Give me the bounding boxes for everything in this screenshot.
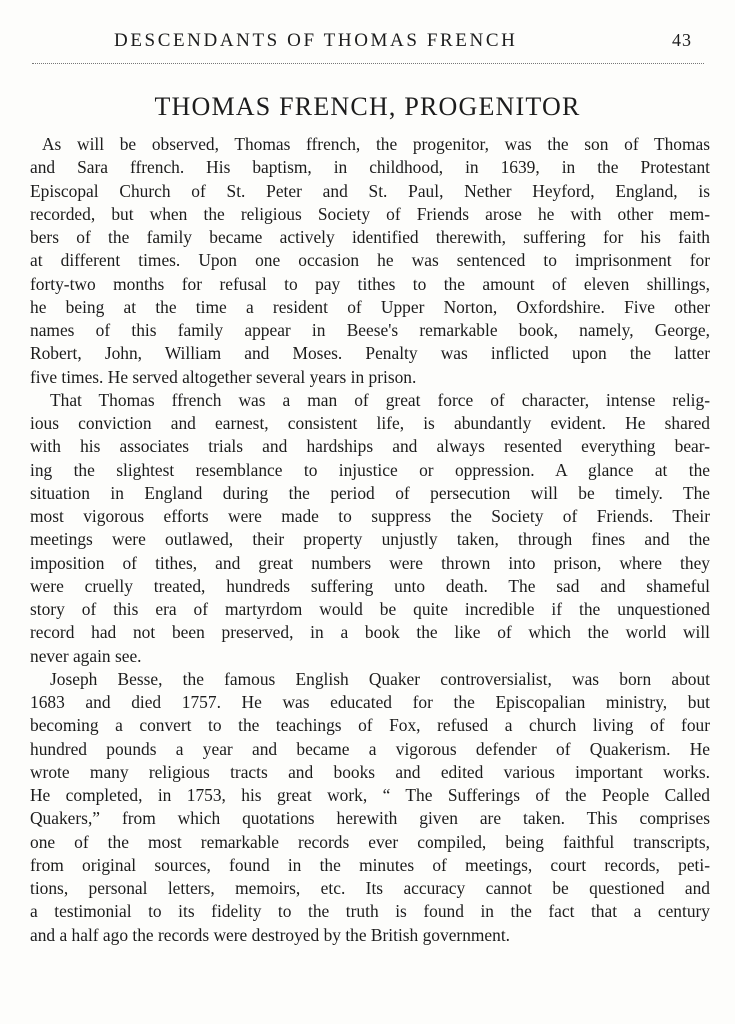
- text-line: As will be observed, Thomas ffrench, the progenitor, was the son of Thomas: [42, 134, 710, 154]
- text-line: were cruelly treated, hundreds suffering unto death. The sad and shameful: [30, 575, 710, 596]
- text-line: recorded, but when the religious Society of Friends arose he with other mem-: [30, 203, 710, 224]
- text-line: with his associates trials and hardships and always resented everything bear-: [30, 436, 710, 457]
- text-line: a testimonial to its fidelity to the truth is found in the fact that a century: [30, 901, 710, 922]
- text-line: forty-two months for refusal to pay tithes to the amount of eleven shillings,: [30, 273, 710, 294]
- text-line: and Sara ffrench. His baptism, in childhood, in 1639, in the Protestant: [30, 157, 710, 178]
- text-line: and a half ago the records were destroyed by the British government.: [30, 924, 511, 945]
- text-line: meetings were outlawed, their property unjustly taken, through fines and the: [30, 529, 710, 550]
- running-head: [32, 30, 692, 58]
- text-line: most vigorous efforts were made to suppress the Society of Friends. Their: [30, 506, 710, 526]
- text-line: ing the slightest resemblance to injustice or oppression. A glance at the: [30, 459, 710, 480]
- chapter-title: THOMAS FRENCH, PROGENITOR: [154, 92, 581, 121]
- page-number: 43: [672, 30, 692, 50]
- text-line: 1683 and died 1757. He was educated for the Episcopalian ministry, but: [30, 692, 710, 712]
- text-line: imposition of tithes, and great numbers were thrown into prison, where they: [30, 552, 710, 573]
- text-line: Robert, John, William and Moses. Penalty was inflicted upon the latter: [30, 343, 710, 364]
- text-line: five times. He served altogether several years in prison.: [30, 366, 417, 387]
- text-line: ious conviction and earnest, consistent life, is abundantly evident. He shared: [30, 413, 710, 433]
- text-line: becoming a convert to the teachings of Fox, refused a church living of four: [30, 715, 710, 736]
- text-line: at different times. Upon one occasion he was sentenced to imprisonment for: [30, 250, 710, 271]
- text-line: record had not been preserved, in a book the like of which the world will: [30, 622, 710, 643]
- text-line: from original sources, found in the minutes of meetings, court records, peti-: [30, 854, 710, 875]
- text-line: names of this family appear in Beese's remarkable book, namely, George,: [30, 320, 710, 340]
- text-line: hundred pounds a year and became a vigorous defender of Quakerism. He: [30, 738, 710, 759]
- header-divider: [32, 63, 704, 64]
- text-line: story of this era of martyrdom would be quite incredible if the unquestioned: [30, 599, 710, 619]
- text-line: tions, personal letters, memoirs, etc. Its accuracy cannot be questioned and: [30, 878, 710, 898]
- text-line: Joseph Besse, the famous English Quaker controversialist, was born about: [50, 668, 710, 689]
- text-line: He completed, in 1753, his great work, “ The Sufferings of the People Called: [30, 785, 710, 805]
- paragraph-3: [30, 668, 710, 947]
- text-line: wrote many religious tracts and books and edited various important works.: [30, 761, 710, 782]
- text-line: never again see.: [30, 645, 142, 666]
- text-line: one of the most remarkable records ever compiled, being faithful transcripts,: [30, 831, 710, 852]
- running-title: DESCENDANTS OF THOMAS FRENCH: [114, 30, 518, 51]
- text-line: Quakers,” from which quotations herewith given are taken. This comprises: [30, 808, 710, 829]
- body-text: [30, 133, 710, 947]
- text-line: Episcopal Church of St. Peter and St. Paul, Nether Heyford, England, is: [30, 180, 710, 201]
- text-line: That Thomas ffrench was a man of great force of character, intense relig-: [50, 389, 710, 410]
- paragraph-1: [30, 133, 710, 389]
- paragraph-2: [30, 389, 710, 668]
- text-line: situation in England during the period of persecution will be timely. The: [30, 482, 710, 503]
- text-line: he being at the time a resident of Upper Norton, Oxfordshire. Five other: [30, 296, 710, 317]
- text-line: bers of the family became actively identified therewith, suffering for his faith: [30, 227, 710, 247]
